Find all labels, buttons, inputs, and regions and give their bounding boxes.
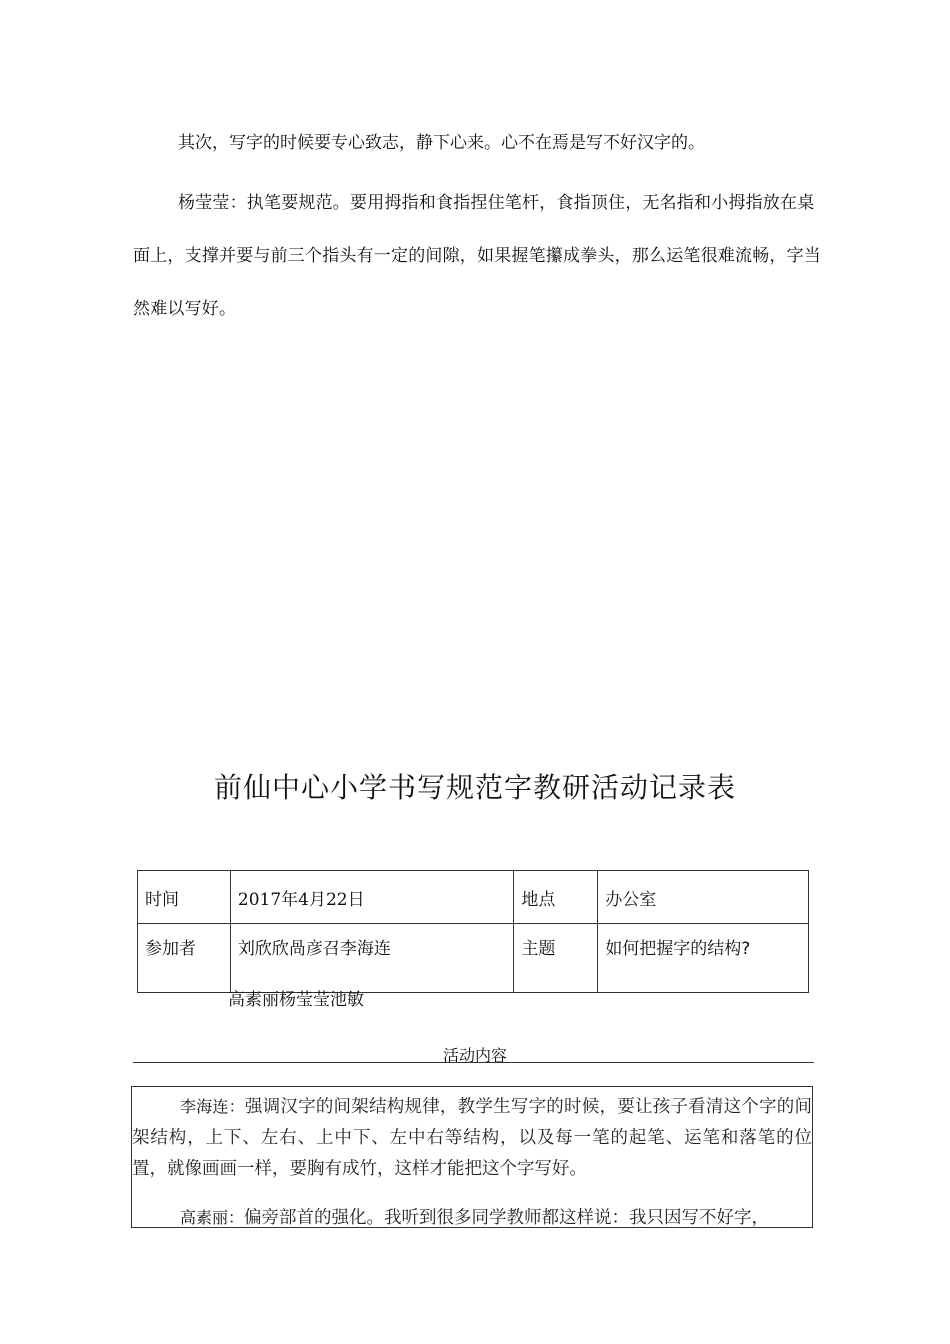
activity-info-table <box>137 870 809 993</box>
participants-overflow-line: 高素丽杨莹莹池敏 <box>228 990 364 1010</box>
body-paragraph-2: 杨莹莹：执笔要规范。要用拇指和食指捏住笔杆，食指顶住，无名指和小拇指放在桌面上，支撑并要与前三个指头有一定的间隙，如果握笔攥成拳头，那么运笔很难流畅，字当然难以写好。 <box>133 193 821 319</box>
body-paragraph-1: 其次，写字的时候要专心致志，静下心来。心不在焉是写不好汉字的。 <box>178 133 705 153</box>
table-row <box>138 924 809 993</box>
divider <box>133 1062 814 1063</box>
topic-label: 主题 <box>514 924 598 993</box>
speaker-text: 强调汉字的间架结构规律，教学生写字的时候，要让孩子看清这个字的间架结构，上下、左右、上中下、左中右等结构，以及每一笔的起笔、运笔和落笔的位置，就像画画一样，要胸有成竹，这样才能把这个字写好。 <box>132 1097 812 1179</box>
activity-content-label: 活动内容 <box>442 1046 507 1065</box>
speaker-name: 李海连： <box>180 1097 245 1116</box>
discussion-entry <box>132 1198 812 1228</box>
place-label: 地点 <box>514 871 598 924</box>
participants-value: 刘欣欣咼彦召李海连 <box>230 924 514 993</box>
table-row <box>138 871 809 924</box>
participants-label: 参加者 <box>138 924 231 993</box>
speaker-text: 偏旁部首的强化。我听到很多同学教师都这样说：我只因写不好字， <box>244 1208 770 1228</box>
topic-value: 如何把握字的结构? <box>598 924 809 993</box>
time-value: 2017年4月22日 <box>230 871 514 924</box>
discussion-entry <box>132 1087 812 1184</box>
place-value: 办公室 <box>598 871 809 924</box>
time-label: 时间 <box>138 871 231 924</box>
speaker-name: 高素丽： <box>180 1208 245 1227</box>
document-title: 前仙中心小学书写规范字教研活动记录表 <box>213 771 736 804</box>
activity-content-box <box>131 1086 813 1228</box>
